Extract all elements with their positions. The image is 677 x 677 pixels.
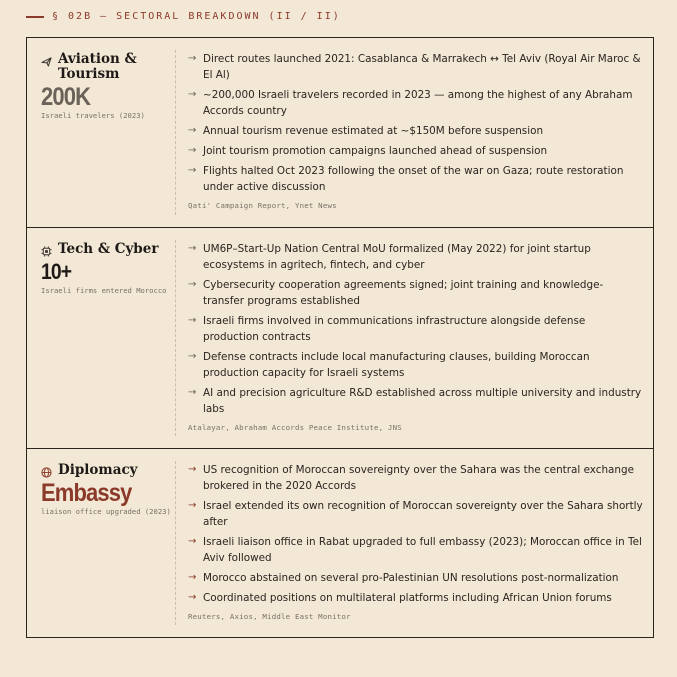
- sector-summary: [41, 52, 171, 121]
- column-divider: [175, 240, 176, 436]
- sector-details: [188, 462, 643, 621]
- sector-stat-caption: liaison office upgraded (2023): [41, 507, 171, 516]
- list-item: → Morocco abstained on several pro-Palestinian UN resolutions post-normalization: [188, 572, 619, 584]
- sector-row-aviation: [27, 38, 653, 227]
- section-label: § 02B — SECTORAL BREAKDOWN (II / II): [52, 11, 341, 22]
- list-item: → Israel extended its own recognition of Moroccan sovereignty over the Sahara shortly after: [188, 500, 643, 528]
- sector-stat-caption: Israeli firms entered Morocco: [41, 286, 167, 295]
- list-item: → US recognition of Moroccan sovereignty over the Sahara was the central exchange brokered in the 2020 Accords: [188, 464, 634, 492]
- column-divider: [175, 461, 176, 625]
- globe-icon: [41, 467, 52, 478]
- section-header: [26, 11, 341, 22]
- sector-row-diplomacy: [27, 448, 653, 637]
- sector-title: Tech & Cyber: [58, 241, 159, 257]
- list-item: → Direct routes launched 2021: Casablanca & Marrakech ↔ Tel Aviv (Royal Air Maroc & El Al): [188, 53, 641, 81]
- sector-table: [26, 37, 654, 638]
- arrow-icon: →: [188, 89, 197, 100]
- arrow-icon: →: [188, 500, 197, 511]
- sector-title: Diplomacy: [58, 462, 138, 478]
- plane-icon: [41, 56, 52, 67]
- sector-stat: 10+: [41, 259, 72, 284]
- list-item: → Coordinated positions on multilateral platforms including African Union forums: [188, 592, 612, 604]
- arrow-icon: →: [188, 351, 197, 362]
- sector-stat: 200K: [41, 83, 91, 111]
- sector-summary: [41, 242, 171, 296]
- sector-title: Aviation & Tourism: [58, 51, 137, 82]
- arrow-icon: →: [188, 572, 197, 583]
- arrow-icon: →: [188, 279, 197, 290]
- list-item: → Joint tourism promotion campaigns launched ahead of suspension: [188, 145, 548, 157]
- list-item: → ~200,000 Israeli travelers recorded in 2023 — among the highest of any Abraham Accords country: [188, 89, 633, 117]
- source-citation: Atalayar, Abraham Accords Peace Institute, JNS: [188, 423, 402, 432]
- list-item: → AI and precision agriculture R&D established across multiple university and industry labs: [188, 387, 642, 415]
- source-citation: Reuters, Axios, Middle East Monitor: [188, 612, 351, 621]
- arrow-icon: →: [188, 165, 197, 176]
- list-item: → Israeli liaison office in Rabat upgraded to full embassy (2023); Moroccan office in Tel Aviv followed: [188, 536, 642, 564]
- list-item: → Cybersecurity cooperation agreements signed; joint training and knowledge-transfer programs established: [188, 279, 604, 307]
- arrow-icon: →: [188, 53, 197, 64]
- arrow-icon: →: [188, 592, 197, 603]
- arrow-icon: →: [188, 145, 197, 156]
- column-divider: [175, 50, 176, 215]
- sector-details: [188, 51, 643, 210]
- chip-icon: [41, 246, 52, 257]
- header-rule: [26, 16, 44, 18]
- arrow-icon: →: [188, 125, 197, 136]
- arrow-icon: →: [188, 243, 197, 254]
- list-item: → UM6P–Start-Up Nation Central MoU formalized (May 2022) for joint startup ecosystems in agritech, fintech, and cyber: [188, 243, 591, 271]
- bullet-list: [188, 241, 643, 417]
- sector-stat-caption: Israeli travelers (2023): [41, 111, 145, 120]
- arrow-icon: →: [188, 315, 197, 326]
- bullet-list: [188, 462, 643, 606]
- sector-summary: [41, 463, 171, 517]
- list-item: → Israeli firms involved in communications infrastructure alongside defense production contracts: [188, 315, 586, 343]
- sector-row-tech: [27, 227, 653, 448]
- list-item: → Annual tourism revenue estimated at ~$150M before suspension: [188, 125, 544, 137]
- sector-details: [188, 241, 643, 432]
- arrow-icon: →: [188, 387, 197, 398]
- source-citation: Qati' Campaign Report, Ynet News: [188, 201, 337, 210]
- sector-stat: Embassy: [41, 479, 132, 507]
- bullet-list: [188, 51, 643, 195]
- arrow-icon: →: [188, 536, 197, 547]
- arrow-icon: →: [188, 464, 197, 475]
- list-item: → Flights halted Oct 2023 following the onset of the war on Gaza; route restoration under active discussion: [188, 165, 624, 193]
- list-item: → Defense contracts include local manufacturing clauses, building Moroccan production capacity for Israeli systems: [188, 351, 590, 379]
